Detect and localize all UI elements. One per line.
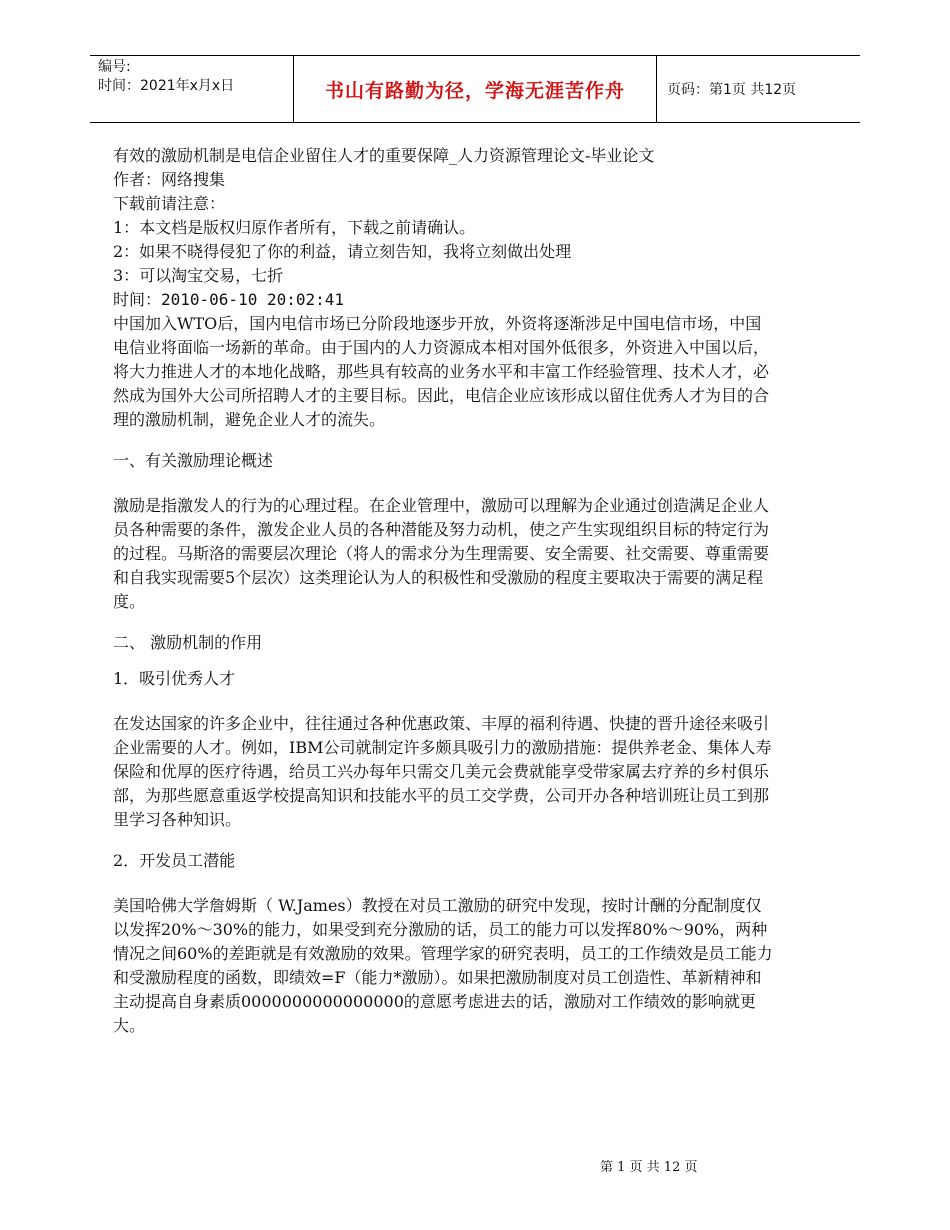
page-footer: 第 1 页 共 12 页 [600, 1160, 698, 1175]
document-number-label: 编号: [98, 59, 131, 75]
notice-item-1: 1：本文档是版权归原作者所有，下载之前请确认。 [113, 218, 476, 237]
subsection-2-heading: 2．开发员工潜能 [113, 851, 236, 870]
subsection-2-paragraph: 美国哈佛大学詹姆斯（ W.James）教授在对员工激励的研究中发现，按时计酬的分配制度仅以发挥20%～30%的能力，如果受到充分激励的话，员工的能力可以发挥80%～90%，两种情况之间60%的差距就是有效激励的效果。管理学家的研究表明，员工的工作绩效是员工能力和受激励程度的函数，即绩效=F（能力*激励）。如果把激励制度对员工创造性、革新精神和主动提高自身素质0000000000000000的意愿考虑进去的话，激励对工作绩效的影响就更大。 [113, 896, 773, 1035]
page-header [90, 55, 860, 123]
header-motto: 书山有路勤为径，学海无涯苦作舟 [293, 56, 657, 122]
notice-heading: 下载前请注意： [113, 194, 226, 213]
intro-paragraph: 中国加入WTO后，国内电信市场已分阶段地逐步开放，外资将逐渐涉足中国电信市场，中国电信业将面临一场新的革命。由于国内的人力资源成本相对国外低很多，外资进入中国以后，将大力推进人才的本地化战略，那些具有较高的业务水平和丰富工作经验管理、技术人才，必然成为国外大公司所招聘人才的主要目标。因此，电信企业应该形成以留住优秀人才为目的合理的激励机制，避免企业人才的流失。 [113, 314, 770, 429]
article-title: 有效的激励机制是电信企业留住人才的重要保障_人力资源管理论文-毕业论文 [113, 146, 655, 165]
notice-item-2: 2：如果不晓得侵犯了你的利益，请立刻告知，我将立刻做出处理 [113, 242, 572, 261]
subsection-1-heading: 1．吸引优秀人才 [113, 669, 236, 688]
header-info [90, 56, 293, 122]
header-page-info: 页码：第1页 共12页 [667, 82, 797, 98]
subsection-1-paragraph: 在发达国家的许多企业中，往往通过各种优惠政策、丰厚的福利待遇、快捷的晋升途径来吸引企业需要的人才。例如，IBM公司就制定许多颇具吸引力的激励措施：提供养老金、集体人寿保险和优厚的医疗待遇，给员工兴办每年只需交几美元会费就能享受带家属去疗养的乡村俱乐部，为那些愿意重返学校提高知识和技能水平的员工交学费，公司开办各种培训班让员工到那里学习各种知识。 [113, 714, 772, 829]
article-time: 时间：2010-06-10 20:02:41 [113, 290, 345, 309]
section-2-heading: 二、 激励机制的作用 [113, 633, 263, 652]
section-1-paragraph: 激励是指激发人的行为的心理过程。在企业管理中，激励可以理解为企业通过创造满足企业人员各种需要的条件，激发企业人员的各种潜能及努力动机，使之产生实现组织目标的特定行为的过程。马斯洛的需要层次理论（将人的需求分为生理需要、安全需要、社交需要、尊重需要和自我实现需要5个层次）这类理论认为人的积极性和受激励的程度主要取决于需要的满足程度。 [113, 496, 770, 611]
notice-item-3: 3：可以淘宝交易，七折 [113, 266, 284, 285]
document-body [113, 144, 773, 1038]
article-author: 作者：网络搜集 [113, 170, 226, 189]
document-time-label: 时间：2021年x月x日 [98, 78, 235, 94]
section-1-heading: 一、有关激励理论概述 [113, 451, 274, 470]
